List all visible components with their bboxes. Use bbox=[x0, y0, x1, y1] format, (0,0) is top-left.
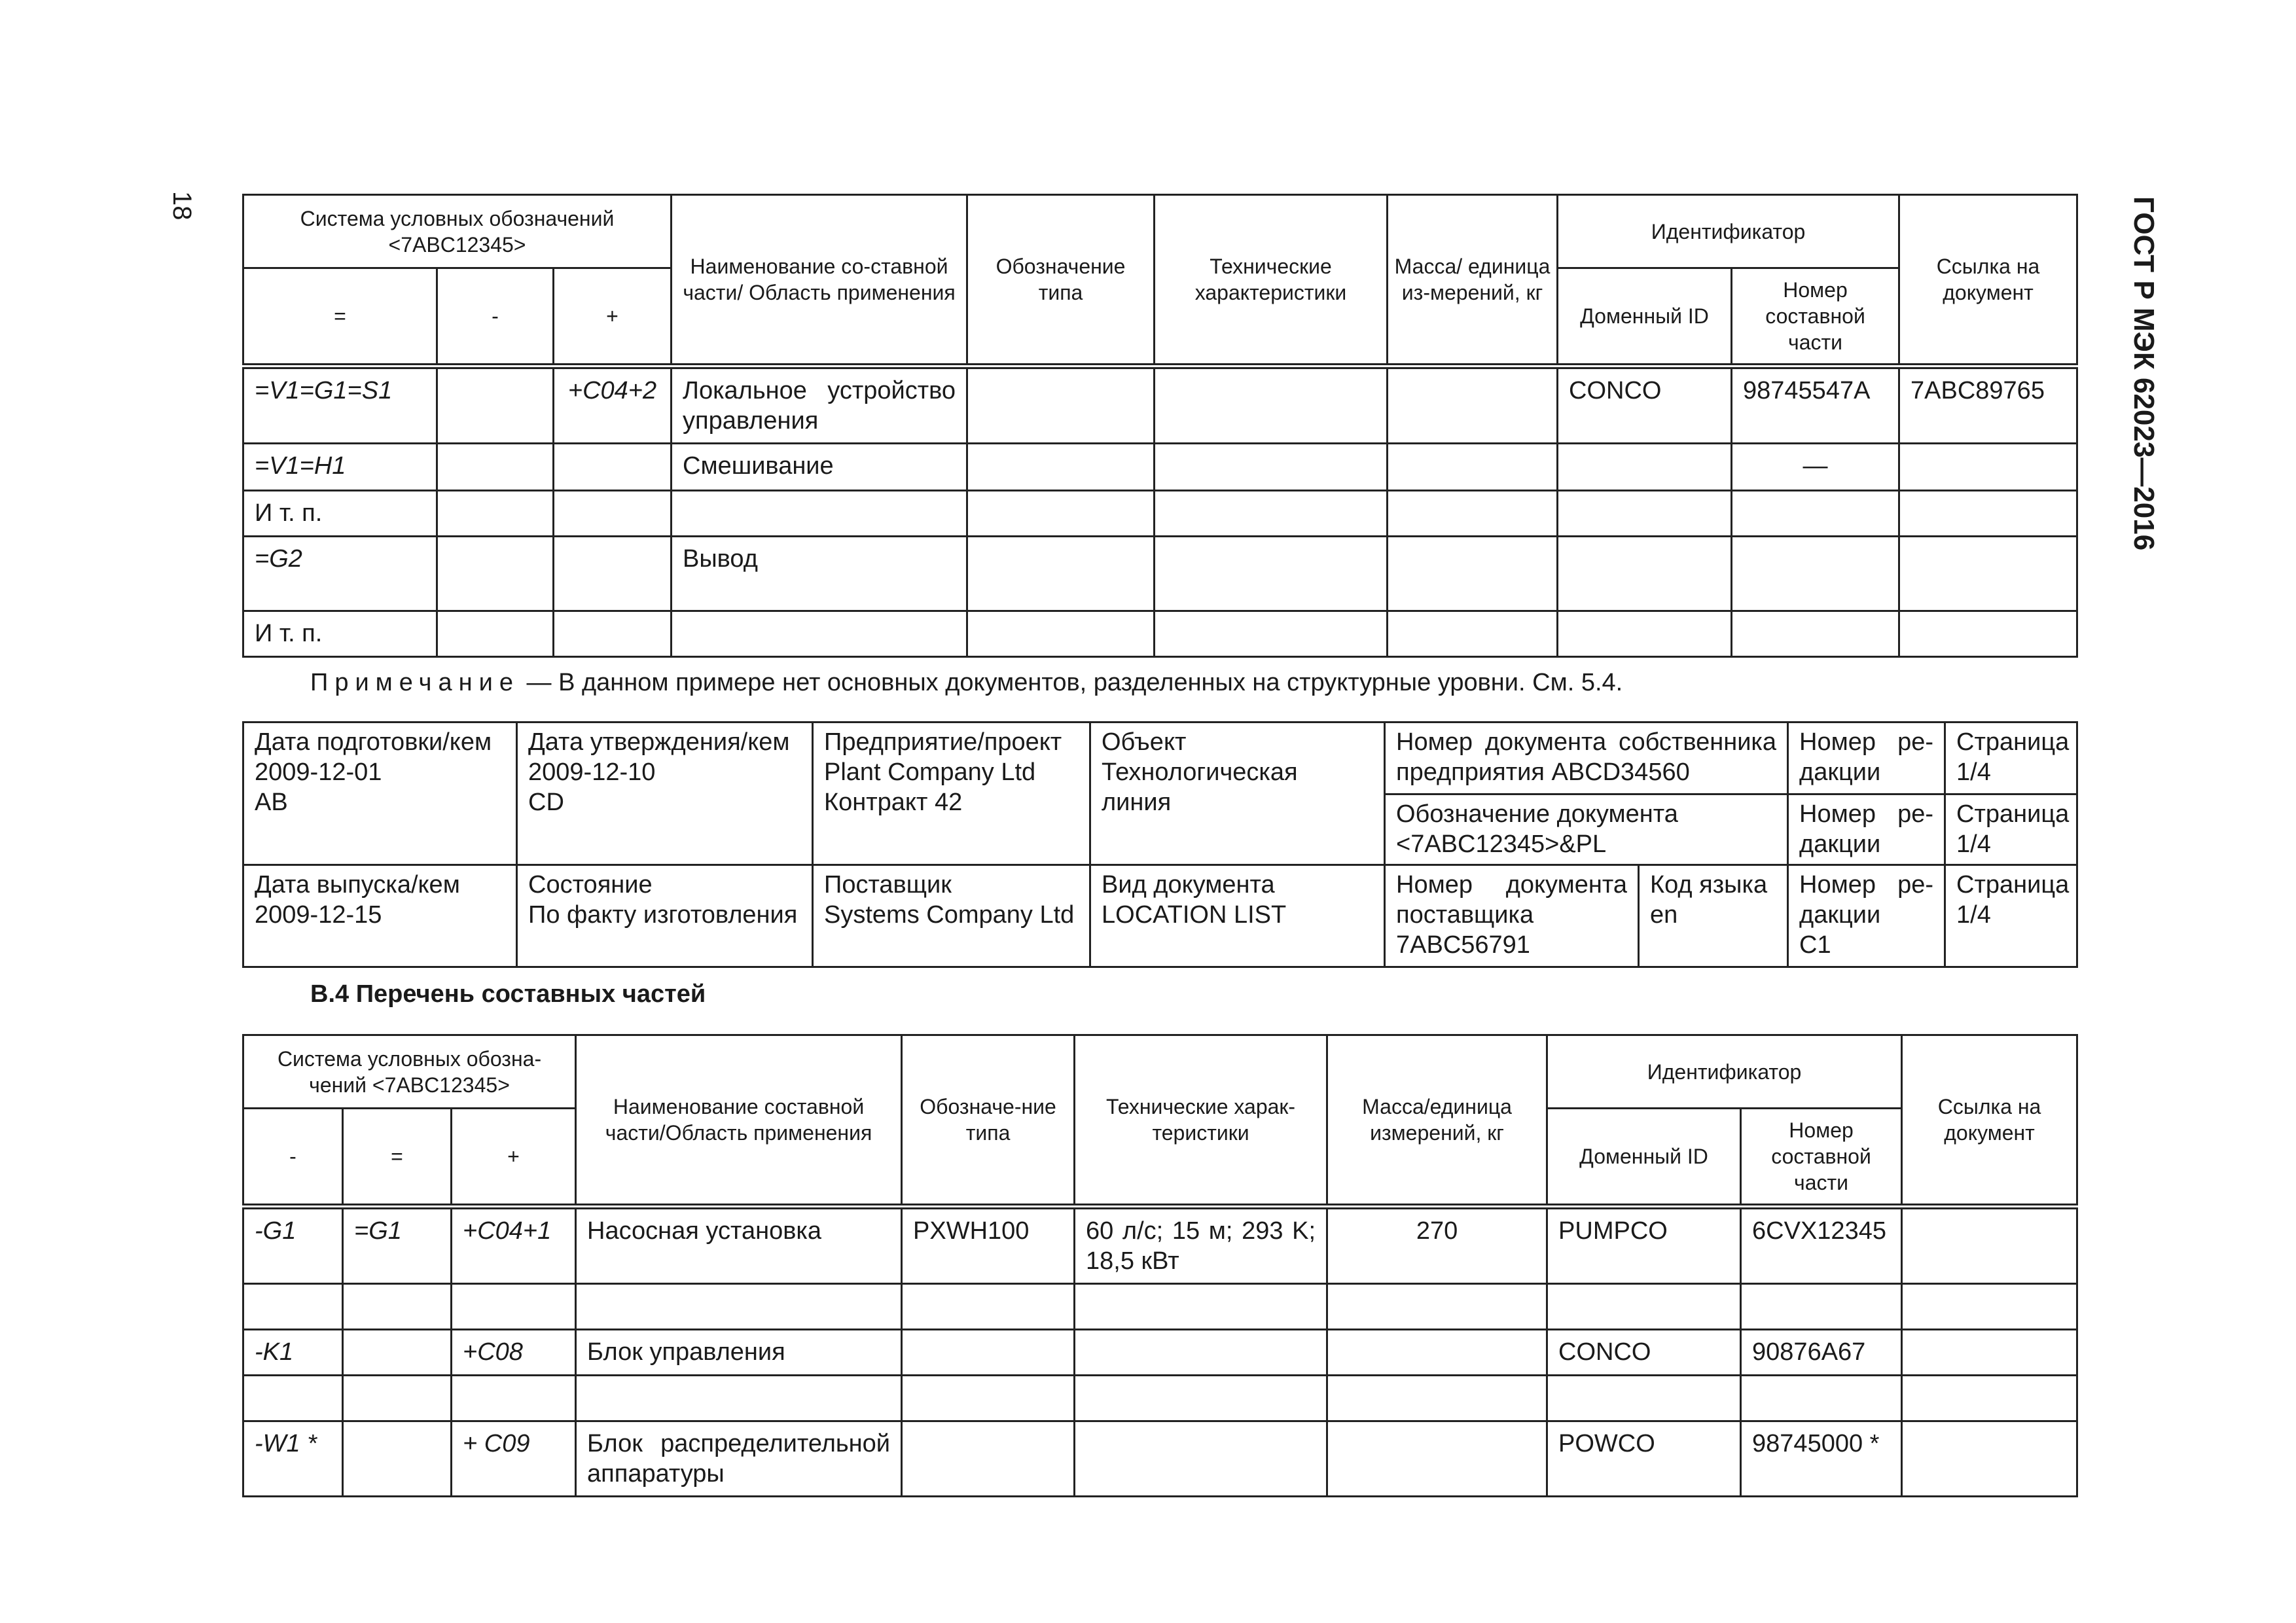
approve-cell bbox=[517, 722, 813, 865]
approve-label: Дата утверждения/кем bbox=[528, 728, 790, 756]
table-row bbox=[243, 1421, 2077, 1497]
cell-part-number: 90876A67 bbox=[1741, 1330, 1902, 1376]
cell-domain-id bbox=[1558, 611, 1732, 657]
status-value: По факту изготовления bbox=[528, 901, 798, 929]
cell-name: Насосная установка bbox=[576, 1207, 902, 1284]
cell-type bbox=[902, 1421, 1075, 1497]
prep-label: Дата подготовки/кем bbox=[255, 728, 492, 756]
note bbox=[310, 669, 1623, 697]
standard-title: ГОСТ Р МЭК 62023—2016 bbox=[2128, 196, 2160, 551]
cell-eq: =V1=G1=S1 bbox=[243, 366, 437, 444]
cell-doc-ref bbox=[1902, 1376, 2077, 1421]
header-doc-ref: Ссылка на документ bbox=[1899, 195, 2077, 366]
issue-cell bbox=[243, 865, 517, 967]
cell-doc-ref bbox=[1899, 537, 2077, 611]
cell-doc-ref bbox=[1899, 491, 2077, 537]
page-label-1: Страница bbox=[1956, 728, 2070, 756]
cell-name bbox=[672, 491, 967, 537]
cell-mass bbox=[1327, 1284, 1547, 1330]
cell-name bbox=[576, 1376, 902, 1421]
cell-minus bbox=[437, 366, 554, 444]
header-tech: Технические характеристики bbox=[1155, 195, 1388, 366]
cell-mass bbox=[1388, 611, 1558, 657]
table-row bbox=[243, 1376, 2077, 1421]
cell-plus bbox=[452, 1376, 576, 1421]
cell-type bbox=[902, 1376, 1075, 1421]
cell-domain-id bbox=[1558, 537, 1732, 611]
cell-doc-ref bbox=[1899, 444, 2077, 491]
page-value-1: 1/4 bbox=[1956, 758, 1991, 786]
cell-eq bbox=[343, 1284, 452, 1330]
doc-designation-value: <7ABC12345>&PL bbox=[1396, 830, 1607, 858]
cell-tech bbox=[1155, 491, 1388, 537]
revision-cell-1: Номер ре-дакции bbox=[1788, 722, 1945, 794]
header-designation-system: Система условных обозначений <7ABC12345> bbox=[243, 195, 672, 268]
cell-plus: +C04+1 bbox=[452, 1207, 576, 1284]
cell-plus: +C08 bbox=[452, 1330, 576, 1376]
status-label: Состояние bbox=[528, 871, 653, 899]
approve-by: CD bbox=[528, 789, 564, 816]
cell-plus: +C04+2 bbox=[554, 366, 672, 444]
cell-mass bbox=[1388, 537, 1558, 611]
approve-date: 2009-12-10 bbox=[528, 758, 656, 786]
doc-designation-cell bbox=[1385, 794, 1788, 865]
lang-value: en bbox=[1650, 901, 1678, 929]
header-eq: = bbox=[343, 1109, 452, 1207]
cell-doc-ref: 7ABC89765 bbox=[1899, 366, 2077, 444]
cell-eq bbox=[343, 1421, 452, 1497]
owner-doc-label: Номер документа собственника предприятия bbox=[1396, 728, 1777, 786]
page-number: 18 bbox=[168, 191, 196, 221]
cell-part-number bbox=[1741, 1376, 1902, 1421]
cell-part-number bbox=[1732, 537, 1899, 611]
lang-label: Код языка bbox=[1650, 871, 1768, 899]
header-mass: Масса/единица измерений, кг bbox=[1327, 1035, 1547, 1207]
cell-domain-id: POWCO bbox=[1547, 1421, 1741, 1497]
cell-tech bbox=[1075, 1421, 1327, 1497]
cell-eq: И т. п. bbox=[243, 611, 437, 657]
page-label-3: Страница bbox=[1956, 871, 2070, 899]
cell-plus: + C09 bbox=[452, 1421, 576, 1497]
cell-part-number: 98745547A bbox=[1732, 366, 1899, 444]
parts-list-table bbox=[242, 1034, 2078, 1497]
object-cell bbox=[1090, 722, 1385, 865]
header-domain-id: Доменный ID bbox=[1558, 268, 1732, 366]
title-block bbox=[242, 721, 2078, 968]
supplier-doc-value: 7ABC56791 bbox=[1396, 931, 1530, 959]
cell-eq bbox=[343, 1376, 452, 1421]
cell-mass bbox=[1388, 491, 1558, 537]
cell-mass bbox=[1327, 1421, 1547, 1497]
revision-label-3: Номер ре-дакции bbox=[1799, 871, 1934, 929]
cell-domain-id: CONCO bbox=[1547, 1330, 1741, 1376]
page-value-2: 1/4 bbox=[1956, 830, 1991, 858]
cell-tech bbox=[1075, 1330, 1327, 1376]
cell-domain-id: PUMPCO bbox=[1547, 1207, 1741, 1284]
cell-mass bbox=[1327, 1376, 1547, 1421]
cell-doc-ref bbox=[1899, 611, 2077, 657]
header-minus: - bbox=[437, 268, 554, 366]
cell-name bbox=[576, 1284, 902, 1330]
note-label: Примечание bbox=[310, 669, 520, 696]
cell-tech bbox=[1155, 366, 1388, 444]
table-row bbox=[243, 1284, 2077, 1330]
table-row bbox=[243, 444, 2077, 491]
cell-plus bbox=[554, 491, 672, 537]
cell-name bbox=[672, 611, 967, 657]
section-heading: B.4 Перечень составных частей bbox=[310, 980, 706, 1008]
enterprise-contract: Контракт 42 bbox=[824, 789, 963, 816]
cell-tech: 60 л/с; 15 м; 293 K; 18,5 кВт bbox=[1075, 1207, 1327, 1284]
issue-date: 2009-12-15 bbox=[255, 901, 382, 929]
owner-doc-cell bbox=[1385, 722, 1788, 794]
table-row bbox=[243, 1330, 2077, 1376]
cell-eq: =G2 bbox=[243, 537, 437, 611]
revision-cell-2: Номер ре-дакции bbox=[1788, 794, 1945, 865]
cell-plus bbox=[452, 1284, 576, 1330]
cell-type bbox=[902, 1284, 1075, 1330]
header-minus: - bbox=[243, 1109, 343, 1207]
cell-eq: =V1=H1 bbox=[243, 444, 437, 491]
header-name: Наименование со-ставной части/ Область применения bbox=[672, 195, 967, 366]
prep-cell bbox=[243, 722, 517, 865]
cell-type bbox=[967, 537, 1155, 611]
cell-tech bbox=[1075, 1376, 1327, 1421]
cell-name: Блок управления bbox=[576, 1330, 902, 1376]
cell-part-number: 6CVX12345 bbox=[1741, 1207, 1902, 1284]
header-mass: Масса/ единица из-мерений, кг bbox=[1388, 195, 1558, 366]
cell-minus bbox=[243, 1284, 343, 1330]
cell-type: PXWH100 bbox=[902, 1207, 1075, 1284]
supplier-doc-cell bbox=[1385, 865, 1639, 967]
cell-minus bbox=[243, 1376, 343, 1421]
cell-minus bbox=[437, 444, 554, 491]
page-label-2: Страница bbox=[1956, 800, 2070, 828]
header-type: Обозначе-ние типа bbox=[902, 1035, 1075, 1207]
prep-date: 2009-12-01 bbox=[255, 758, 382, 786]
cell-minus bbox=[437, 537, 554, 611]
cell-minus: -K1 bbox=[243, 1330, 343, 1376]
table-row bbox=[243, 611, 2077, 657]
cell-mass bbox=[1327, 1330, 1547, 1376]
cell-name: Вывод bbox=[672, 537, 967, 611]
cell-eq bbox=[343, 1330, 452, 1376]
page-cell-2 bbox=[1945, 794, 2077, 865]
supplier-value: Systems Company Ltd bbox=[824, 901, 1075, 929]
designation-table bbox=[242, 194, 2078, 658]
cell-domain-id bbox=[1547, 1376, 1741, 1421]
revision-cell-3 bbox=[1788, 865, 1945, 967]
supplier-cell bbox=[813, 865, 1090, 967]
status-cell bbox=[517, 865, 813, 967]
issue-label: Дата выпуска/кем bbox=[255, 871, 460, 899]
page-cell-1 bbox=[1945, 722, 2077, 794]
header-name: Наименование составной части/Область применения bbox=[576, 1035, 902, 1207]
enterprise-label: Предприятие/проект bbox=[824, 728, 1062, 756]
enterprise-cell bbox=[813, 722, 1090, 865]
object-label: Объект bbox=[1102, 728, 1187, 756]
cell-minus: -W1 * bbox=[243, 1421, 343, 1497]
revision-value-3: C1 bbox=[1799, 931, 1831, 959]
doc-kind-label: Вид документа bbox=[1102, 871, 1275, 899]
cell-doc-ref bbox=[1902, 1207, 2077, 1284]
doc-kind-cell bbox=[1090, 865, 1385, 967]
cell-type bbox=[902, 1330, 1075, 1376]
owner-doc-value: ABCD34560 bbox=[1551, 758, 1690, 786]
header-identifier: Идентификатор bbox=[1547, 1035, 1902, 1109]
cell-doc-ref bbox=[1902, 1330, 2077, 1376]
cell-type bbox=[967, 611, 1155, 657]
header-doc-ref: Ссылка на документ bbox=[1902, 1035, 2077, 1207]
cell-minus bbox=[437, 611, 554, 657]
cell-tech bbox=[1075, 1284, 1327, 1330]
cell-tech bbox=[1155, 537, 1388, 611]
cell-type bbox=[967, 491, 1155, 537]
cell-mass bbox=[1388, 366, 1558, 444]
table-row bbox=[243, 491, 2077, 537]
cell-part-number bbox=[1732, 611, 1899, 657]
supplier-doc-label: Номер документа поставщика bbox=[1396, 871, 1627, 929]
cell-name: Смешивание bbox=[672, 444, 967, 491]
header-type: Обозначение типа bbox=[967, 195, 1155, 366]
header-plus: + bbox=[452, 1109, 576, 1207]
cell-part-number bbox=[1732, 491, 1899, 537]
cell-name: Локальное устройство управления bbox=[672, 366, 967, 444]
cell-part-number bbox=[1741, 1284, 1902, 1330]
cell-domain-id bbox=[1558, 444, 1732, 491]
note-text: — В данном примере нет основных документов, разделенных на структурные уровни. См. 5.4. bbox=[519, 669, 1623, 696]
header-plus: + bbox=[554, 268, 672, 366]
supplier-label: Поставщик bbox=[824, 871, 952, 899]
table-row bbox=[243, 1207, 2077, 1284]
header-identifier: Идентификатор bbox=[1558, 195, 1899, 268]
cell-domain-id bbox=[1558, 491, 1732, 537]
header-tech: Технические харак-теристики bbox=[1075, 1035, 1327, 1207]
cell-domain-id: CONCO bbox=[1558, 366, 1732, 444]
cell-type bbox=[967, 366, 1155, 444]
object-value: Технологическая линия bbox=[1102, 758, 1298, 816]
cell-name: Блок распределительной аппаратуры bbox=[576, 1421, 902, 1497]
cell-type bbox=[967, 444, 1155, 491]
cell-part-number: 98745000 * bbox=[1741, 1421, 1902, 1497]
cell-minus bbox=[437, 491, 554, 537]
cell-plus bbox=[554, 611, 672, 657]
header-part-number: Номер составной части bbox=[1741, 1109, 1902, 1207]
cell-tech bbox=[1155, 444, 1388, 491]
cell-part-number: — bbox=[1732, 444, 1899, 491]
header-domain-id: Доменный ID bbox=[1547, 1109, 1741, 1207]
cell-doc-ref bbox=[1902, 1421, 2077, 1497]
prep-by: AB bbox=[255, 789, 288, 816]
cell-mass bbox=[1388, 444, 1558, 491]
header-eq: = bbox=[243, 268, 437, 366]
header-part-number: Номер составной части bbox=[1732, 268, 1899, 366]
table-row bbox=[243, 537, 2077, 611]
cell-mass: 270 bbox=[1327, 1207, 1547, 1284]
cell-doc-ref bbox=[1902, 1284, 2077, 1330]
cell-tech bbox=[1155, 611, 1388, 657]
cell-domain-id bbox=[1547, 1284, 1741, 1330]
page-value-3: 1/4 bbox=[1956, 901, 1991, 929]
doc-kind-value: LOCATION LIST bbox=[1102, 901, 1287, 929]
cell-plus bbox=[554, 444, 672, 491]
lang-cell bbox=[1639, 865, 1788, 967]
table-row bbox=[243, 366, 2077, 444]
enterprise-name: Plant Company Ltd bbox=[824, 758, 1036, 786]
cell-eq: И т. п. bbox=[243, 491, 437, 537]
header-designation-system: Система условных обозна-чений <7ABC12345> bbox=[243, 1035, 576, 1109]
cell-plus bbox=[554, 537, 672, 611]
cell-eq: =G1 bbox=[343, 1207, 452, 1284]
page-cell-3 bbox=[1945, 865, 2077, 967]
cell-minus: -G1 bbox=[243, 1207, 343, 1284]
doc-designation-label: Обозначение документа bbox=[1396, 800, 1678, 828]
